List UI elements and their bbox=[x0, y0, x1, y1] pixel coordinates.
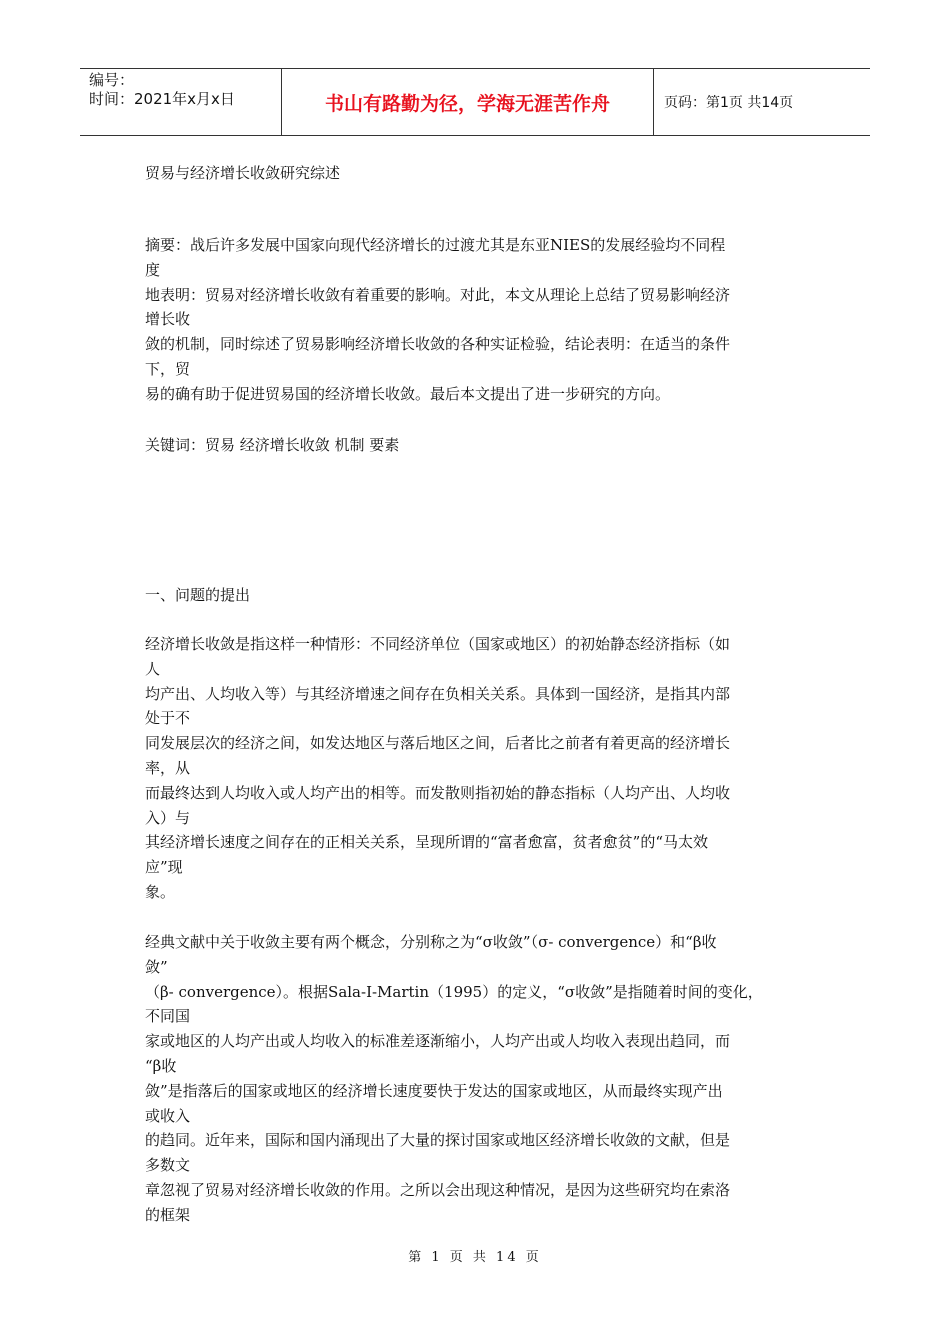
paragraph-line: 象。 bbox=[145, 882, 176, 901]
paragraph-line: 经济增长收敛是指这样一种情形：不同经济单位（国家或地区）的初始静态经济指标（如 bbox=[145, 635, 731, 653]
paragraph-line: 不同国 bbox=[145, 1007, 191, 1026]
header-number: 编号： bbox=[89, 71, 135, 89]
paragraph-1 bbox=[145, 632, 815, 905]
paragraph-line: 同发展层次的经济之间，如发达地区与落后地区之间，后者比之前者有着更高的经济增长 bbox=[145, 734, 731, 753]
header-meta bbox=[80, 69, 281, 135]
paragraph-line: 章忽视了贸易对经济增长收敛的作用。之所以会出现这种情况，是因为这些研究均在索洛 bbox=[145, 1180, 731, 1199]
abstract-line: 地表明：贸易对经济增长收敛有着重要的影响。对此，本文从理论上总结了贸易影响经济 bbox=[145, 285, 731, 304]
abstract-line: 度 bbox=[145, 260, 161, 279]
header-page-info: 页码：第1页 共14页 bbox=[664, 95, 794, 111]
paragraph-line: “β收 bbox=[145, 1056, 177, 1075]
paragraph-line: 而最终达到人均收入或人均产出的相等。而发散则指初始的静态指标（人均产出、人均收 bbox=[145, 783, 731, 802]
paragraph-line: 处于不 bbox=[145, 709, 191, 728]
paragraph-line: 入）与 bbox=[145, 808, 191, 827]
paragraph-line: （β- convergence）。根据Sala-I-Martin（1995）的定义，“σ收敛”是指随着时间的变化， bbox=[145, 982, 763, 1001]
paragraph-line: 应”现 bbox=[145, 858, 183, 877]
paragraph-line: 率，从 bbox=[145, 758, 191, 777]
paragraph-line: 的框架 bbox=[145, 1205, 191, 1224]
paragraph-line: 家或地区的人均产出或人均收入的标准差逐渐缩小，人均产出或人均收入表现出趋同，而 bbox=[145, 1032, 731, 1051]
header-date: 时间：2021年x月x日 bbox=[89, 90, 235, 108]
header-slogan: 书山有路勤为径，学海无涯苦作舟 bbox=[281, 69, 654, 135]
paragraph-line: 的趋同。近年来，国际和国内涌现出了大量的探讨国家或地区经济增长收敛的文献，但是 bbox=[145, 1131, 731, 1150]
paragraph-line: 或收入 bbox=[145, 1106, 191, 1125]
page-footer: 第 1 页 共 14 页 bbox=[408, 1250, 542, 1265]
header-table bbox=[80, 68, 870, 136]
keywords: 关键词：贸易 经济增长收敛 机制 要素 bbox=[145, 436, 400, 454]
abstract-line: 摘要：战后许多发展中国家向现代经济增长的过渡尤其是东亚NIES的发展经验均不同程 bbox=[145, 236, 726, 254]
paragraph-line: 敛” bbox=[145, 957, 168, 976]
paragraph-line: 多数文 bbox=[145, 1156, 191, 1175]
section-heading: 一、问题的提出 bbox=[145, 586, 251, 604]
document-title: 贸易与经济增长收敛研究综述 bbox=[145, 164, 341, 182]
paragraph-line: 敛”是指落后的国家或地区的经济增长速度要快于发达的国家或地区，从而最终实现产出 bbox=[145, 1081, 723, 1100]
paragraph-line: 其经济增长速度之间存在的正相关关系，呈现所谓的“富者愈富，贫者愈贫”的“马太效 bbox=[145, 833, 709, 852]
paragraph-line: 人 bbox=[145, 659, 161, 678]
abstract-line: 敛的机制，同时综述了贸易影响经济增长收敛的各种实证检验，结论表明：在适当的条件 bbox=[145, 335, 731, 354]
abstract-line: 易的确有助于促进贸易国的经济增长收敛。最后本文提出了进一步研究的方向。 bbox=[145, 384, 671, 403]
abstract-line: 增长收 bbox=[145, 310, 191, 329]
paragraph-line: 均产出、人均收入等）与其经济增速之间存在负相关关系。具体到一国经济，是指其内部 bbox=[145, 684, 731, 703]
paragraph-line: 经典文献中关于收敛主要有两个概念，分别称之为“σ收敛”（σ- convergence）和“β收 bbox=[145, 933, 717, 951]
abstract-line: 下，贸 bbox=[145, 359, 191, 378]
paragraph-2 bbox=[145, 930, 815, 1228]
abstract bbox=[145, 233, 815, 407]
